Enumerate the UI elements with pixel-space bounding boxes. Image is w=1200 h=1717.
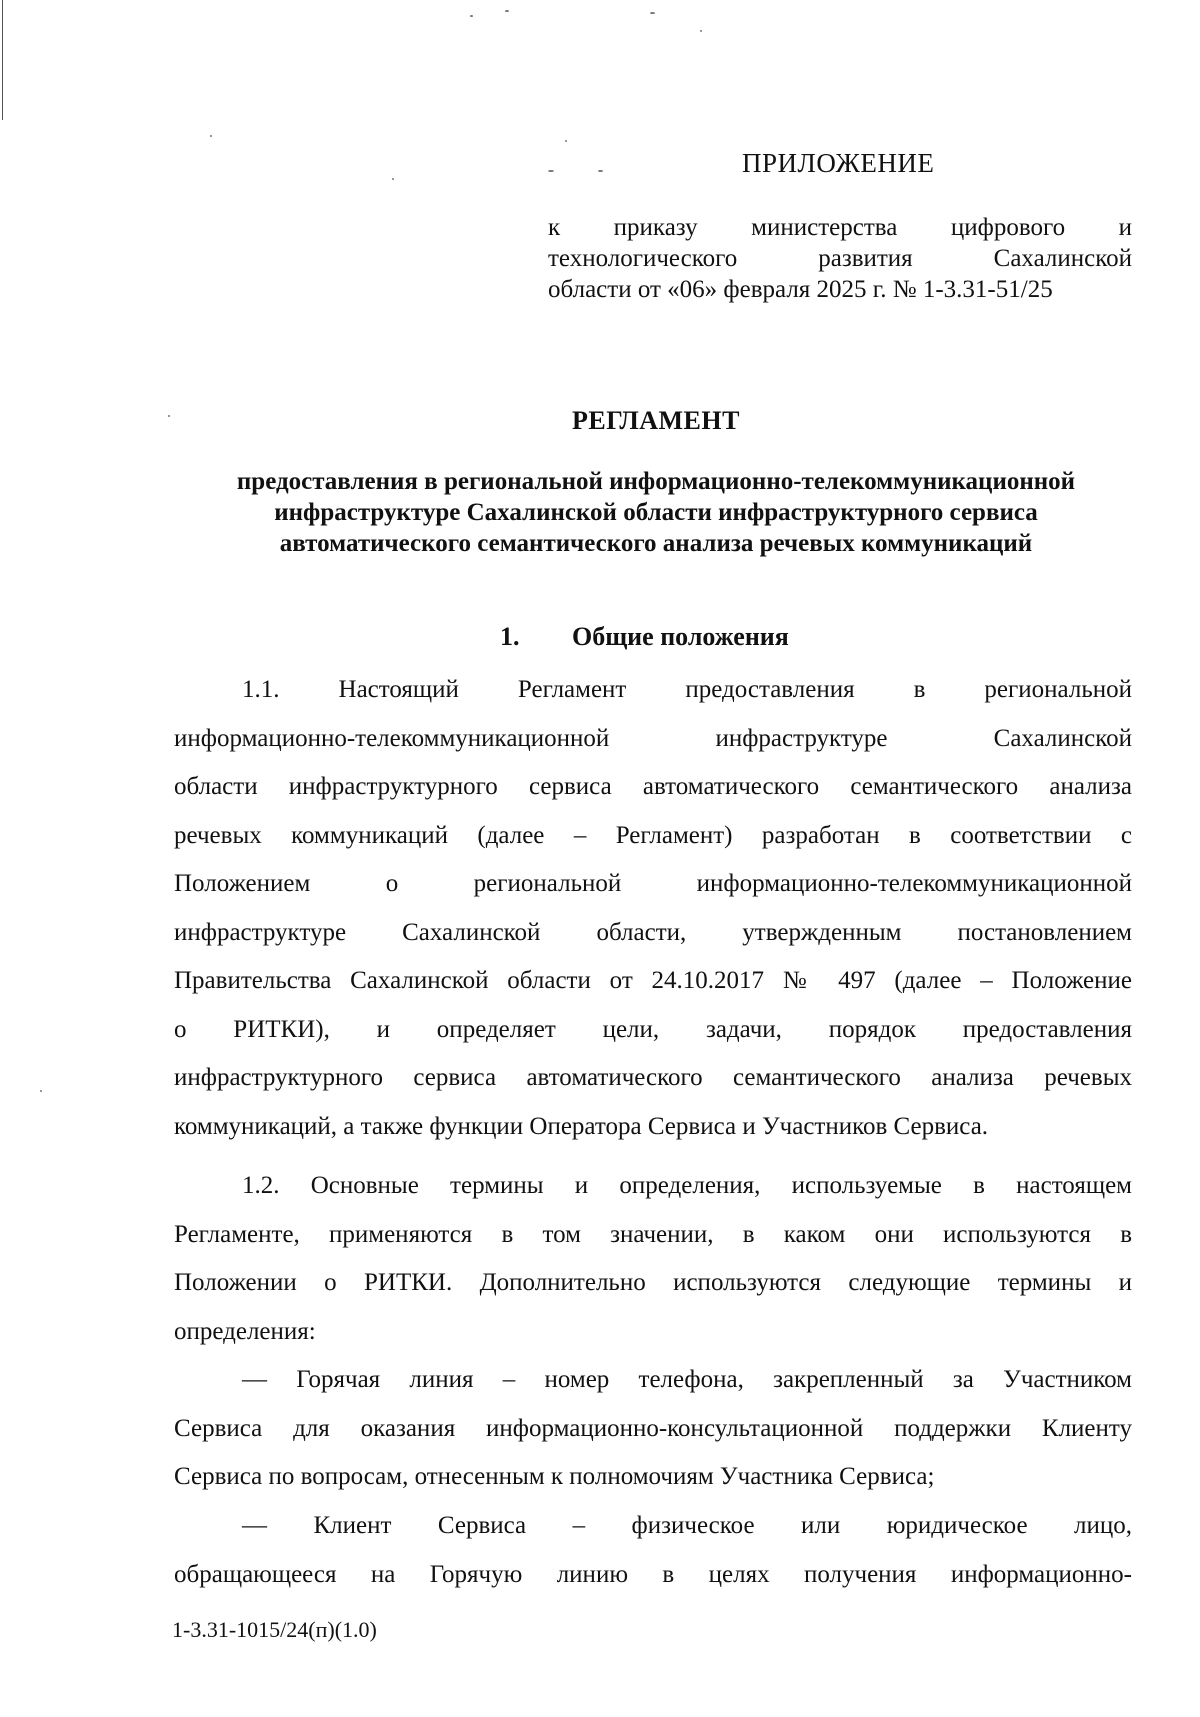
subtitle-line: автоматического семантического анализа речевых коммуникаций [279, 530, 1033, 557]
scan-speck [505, 10, 509, 12]
paragraph-line: — Клиент Сервиса – физическое или юридическое лицо, [242, 1512, 1132, 1539]
paragraph-line: инфраструктуре Сахалинской области, утвержденным постановлением [174, 918, 1132, 946]
document-title: РЕГЛАМЕНТ [572, 406, 740, 435]
paragraph-line: Регламенте, применяются в том значении, в каком они используются в [174, 1220, 1132, 1248]
paragraph-1-1 [174, 666, 1132, 1151]
scan-speck [210, 135, 212, 137]
section-title: Общие положения [572, 622, 789, 651]
appendix-title: ПРИЛОЖЕНИЕ [742, 148, 935, 178]
order-reference-line: области от «06» февраля 2025 г. № 1-3.31-51/25 [548, 276, 1053, 303]
order-reference-line: к приказу министерства цифрового и [548, 214, 1132, 241]
paragraph-line: Сервиса для оказания информационно-консультационной поддержки Клиенту [174, 1414, 1132, 1442]
paragraph-line: 1.1. Настоящий Регламент предоставления в региональной [242, 676, 1132, 703]
scan-edge-line [2, 0, 3, 120]
scan-speck [392, 178, 394, 180]
scan-speck [565, 140, 567, 142]
document-code: 1-3.31-1015/24(п)(1.0) [172, 1617, 377, 1642]
paragraph-line: информационно-телекоммуникационной инфраструктуре Сахалинской [174, 724, 1132, 752]
paragraph-line: инфраструктурного сервиса автоматического семантического анализа речевых [174, 1064, 1132, 1091]
subtitle-line: инфраструктуре Сахалинской области инфраструктурного сервиса [274, 499, 1038, 526]
scan-speck [40, 1090, 42, 1092]
paragraph-line: Сервиса по вопросам, отнесенным к полномочиям Участника Сервиса; [174, 1463, 935, 1490]
order-reference [548, 212, 1132, 305]
paragraph-line: определения: [174, 1317, 316, 1345]
paragraph-line: речевых коммуникаций (далее – Регламент) разработан в соответствии с [174, 821, 1132, 849]
scan-speck [598, 170, 603, 172]
paragraph-line: о РИТКИ), и определяет цели, задачи, порядок предоставления [174, 1015, 1132, 1043]
scan-speck [548, 170, 554, 172]
section-number: 1. [500, 622, 520, 651]
paragraph-line: обращающееся на Горячую линию в целях получения информационно- [174, 1560, 1132, 1588]
paragraph-line: области инфраструктурного сервиса автоматического семантического анализа [174, 773, 1132, 800]
paragraph-line: — Горячая линия – номер телефона, закрепленный за Участником [242, 1366, 1132, 1393]
paragraph-1-2 [174, 1162, 1132, 1356]
paragraph-line: Положении о РИТКИ. Дополнительно используются следующие термины и [174, 1269, 1132, 1296]
paragraph-line: 1.2. Основные термины и определения, используемые в настоящем [242, 1172, 1132, 1199]
order-reference-line: технологического развития Сахалинской [548, 245, 1132, 272]
scan-speck [650, 12, 655, 14]
subtitle-line: предоставления в региональной информационно-телекоммуникационной [236, 468, 1076, 495]
term-client [174, 1502, 1132, 1599]
paragraph-line: Правительства Сахалинской области от 24.10.2017 № 497 (далее – Положение [174, 967, 1132, 994]
document-subtitle [150, 466, 1162, 559]
term-hotline [174, 1356, 1132, 1502]
scan-speck [700, 30, 702, 32]
paragraph-line: Положением о региональной информационно-телекоммуникационной [174, 870, 1132, 897]
paragraph-line: коммуникаций, а также функции Оператора Сервиса и Участников Сервиса. [174, 1112, 989, 1140]
scan-speck [470, 15, 473, 17]
